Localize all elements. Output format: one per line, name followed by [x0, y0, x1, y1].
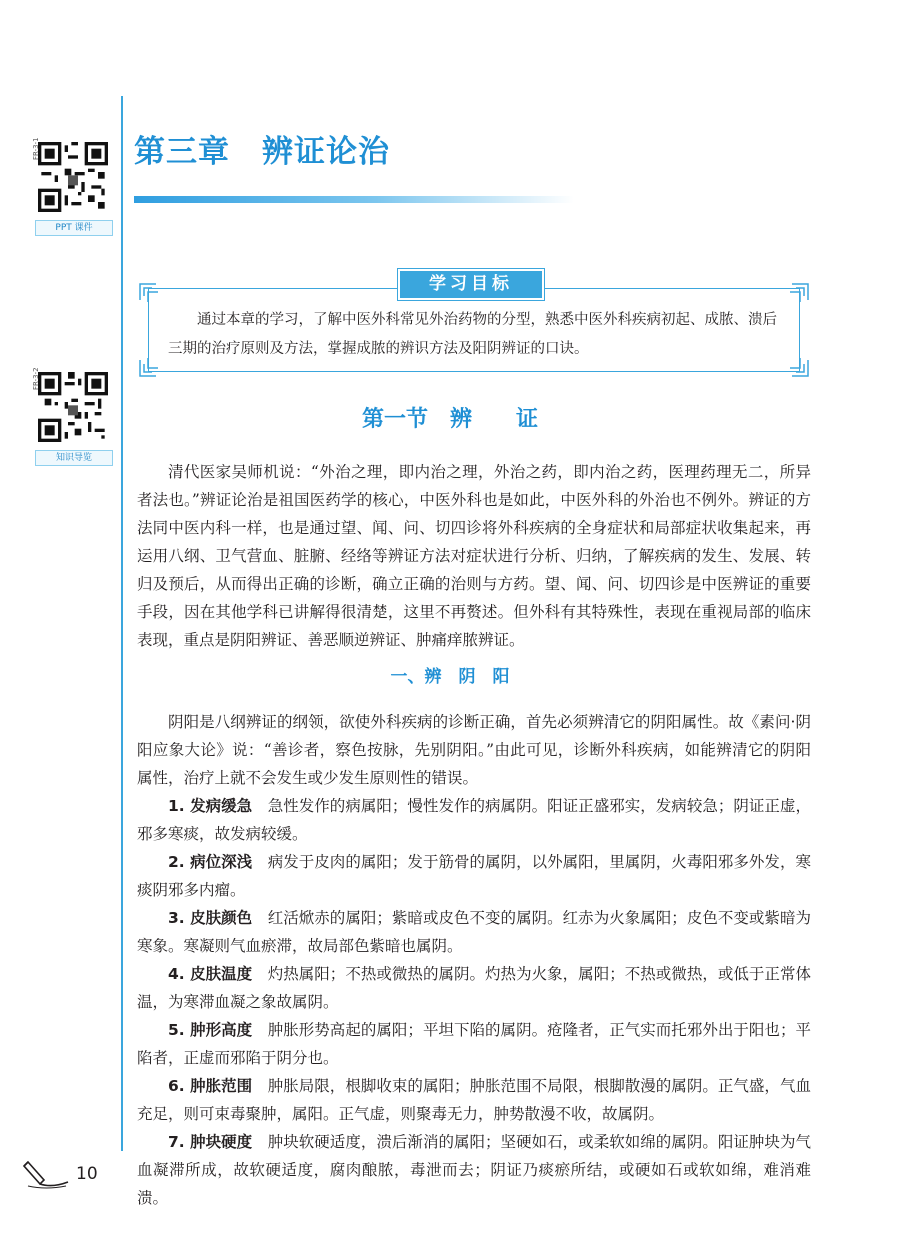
- qr-code-icon[interactable]: [38, 142, 108, 212]
- item-text: 肿胀局限，根脚收束的属阳；肿胀范围不局限，根脚散漫的属阴。正气盛，气血充足，则可束毒聚肿，属阳。正气虚，则聚毒无力，肿势散漫不收，故属阴。: [137, 1077, 811, 1123]
- title-underline: [134, 196, 574, 203]
- item-heading: 7. 肿块硬度: [168, 1133, 253, 1151]
- list-item: [137, 1016, 811, 1072]
- qr-id: FR-3-2: [32, 367, 40, 390]
- pen-nib-icon: [22, 1158, 70, 1190]
- subsection-body: [137, 708, 811, 1212]
- item-text: 病发于皮肉的属阳；发于筋骨的属阴，以外属阳，里属阴，火毒阳邪多外发，寒痰阴邪多内瘤。: [137, 853, 811, 899]
- subsection-title: 一、辨 阴 阳: [390, 667, 510, 687]
- list-item: [137, 960, 811, 1016]
- item-heading: 4. 皮肤温度: [168, 965, 253, 983]
- corner-ornament-icon: [788, 356, 812, 380]
- page-number: 10: [76, 1164, 98, 1184]
- item-text: 肿块软硬适度，溃后渐消的属阳；坚硬如石，或柔软如绵的属阴。阳证肿块为气血凝滞所成，故软硬适度，腐肉酿脓，毒泄而去；阴证乃痰瘀所结，或硬如石或软如绵，难消难溃。: [137, 1133, 811, 1207]
- objectives-text: 通过本章的学习，了解中医外科常见外治药物的分型，熟悉中医外科疾病初起、成脓、溃后三期的治疗原则及方法，掌握成脓的辨识方法及阳阴辨证的口诀。: [168, 312, 777, 357]
- item-text: 急性发作的病属阳；慢性发作的病属阴。阳证正盛邪实，发病较急；阴证正虚，邪多寒痰，故发病较缓。: [137, 797, 811, 843]
- item-heading: 1. 发病缓急: [168, 797, 253, 815]
- list-item: [137, 1072, 811, 1128]
- margin-rule: [121, 96, 123, 1151]
- item-text: 红活焮赤的属阳；紫暗或皮色不变的属阴。红赤为火象属阳；皮色不变或紫暗为寒象。寒凝则气血瘀滞，故局部色紫暗也属阴。: [137, 909, 811, 955]
- objectives-label: 学习目标: [400, 271, 542, 298]
- item-heading: 5. 肿形高度: [168, 1021, 253, 1039]
- qr-id: FR-3-1: [32, 137, 40, 160]
- chapter-title: 第三章 辨证论治: [134, 134, 390, 170]
- subsection-intro-paragraph: 阴阳是八纲辨证的纲领，欲使外科疾病的诊断正确，首先必须辨清它的阴阳属性。故《素问·阴阳应象大论》说：“善诊者，察色按脉，先别阴阳。”由此可见，诊断外科疾病，如能辨清它的阴阳属性，治疗上就不会发生或少发生原则性的错误。: [137, 713, 811, 787]
- section-title: 第一节 辨 证: [361, 407, 538, 432]
- section-body: [137, 458, 811, 654]
- qr-caption: 知识导览: [35, 450, 113, 466]
- corner-ornament-icon: [788, 280, 812, 304]
- list-item: [137, 848, 811, 904]
- corner-ornament-icon: [136, 356, 160, 380]
- item-heading: 6. 肿胀范围: [168, 1077, 253, 1095]
- item-heading: 3. 皮肤颜色: [168, 909, 253, 927]
- item-text: 肿胀形势高起的属阳；平坦下陷的属阴。疮隆者，正气实而托邪外出于阳也；平陷者，正虚而邪陷于阴分也。: [137, 1021, 811, 1067]
- corner-ornament-icon: [136, 280, 160, 304]
- item-text: 灼热属阳；不热或微热的属阴。灼热为火象，属阳；不热或微热，或低于正常体温，为寒滞血凝之象故属阴。: [137, 965, 811, 1011]
- qr-block-ppt[interactable]: [32, 137, 113, 236]
- list-item: [137, 904, 811, 960]
- list-item: [137, 1128, 811, 1212]
- section-intro-paragraph: 清代医家吴师机说：“外治之理，即内治之理，外治之药，即内治之药，医理药理无二，所异者法也。”辨证论治是祖国医药学的核心，中医外科也是如此，中医外科的外治也不例外。辨证的方法同中医内科一样，也是通过望、闻、问、切四诊将外科疾病的全身症状和局部症状收集起来，再运用八纲、卫气营血、脏腑、经络等辨证方法对症状进行分析、归纳，了解疾病的发生、发展、转归及预后，从而得出正确的诊断，确立正确的治则与方药。望、闻、问、切四诊是中医辨证的重要手段，因在其他学科已讲解得很清楚，这里不再赘述。但外科有其特殊性，表现在重视局部的临床表现，重点是阴阳辨证、善恶顺逆辨证、肿痛痒脓辨证。: [137, 463, 811, 649]
- item-heading: 2. 病位深浅: [168, 853, 253, 871]
- list-item: [137, 792, 811, 848]
- qr-caption: PPT 课件: [35, 220, 113, 236]
